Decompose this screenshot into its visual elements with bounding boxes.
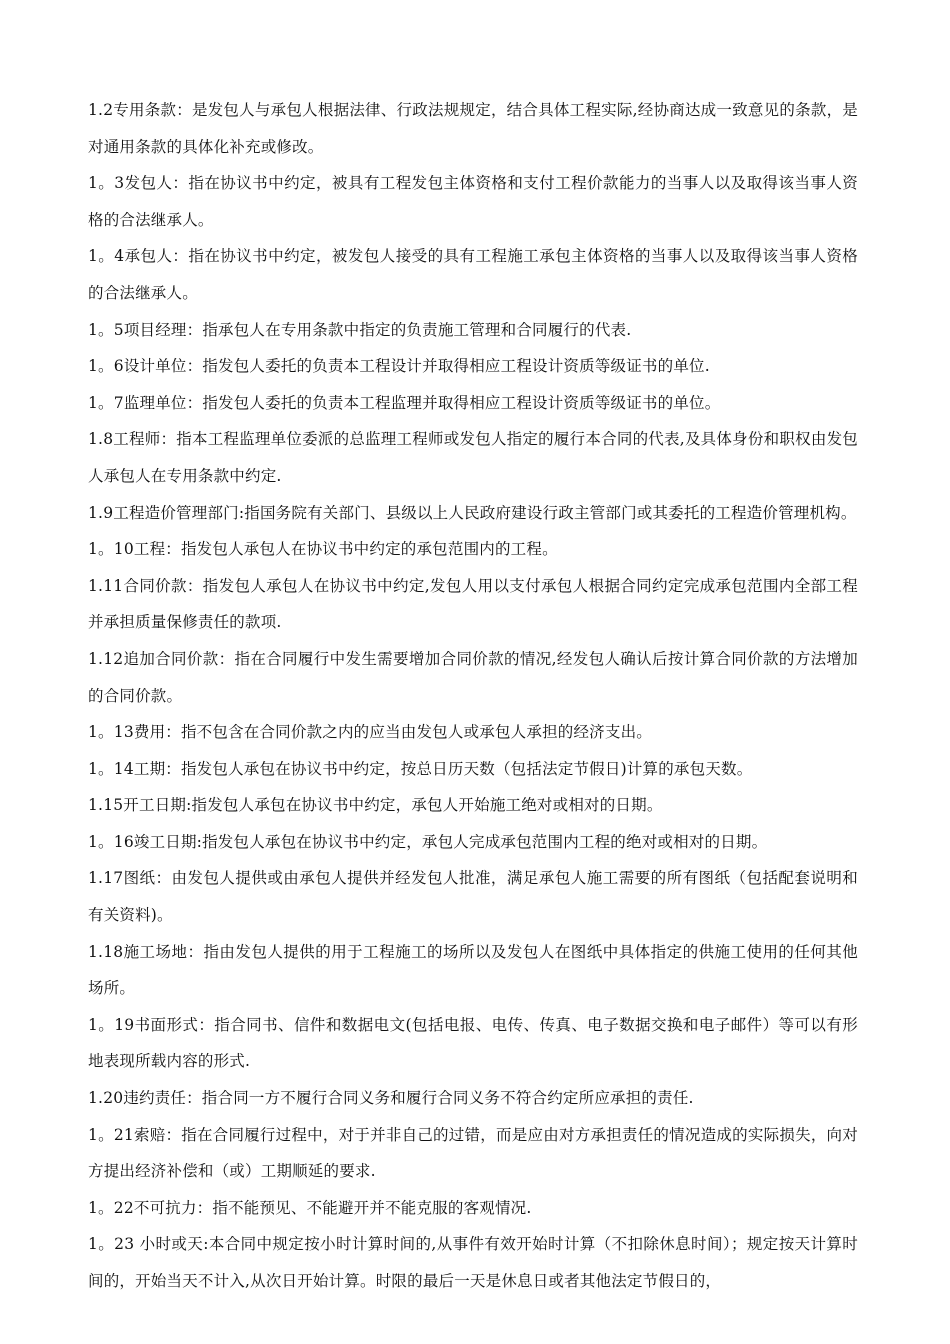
document-body (88, 92, 858, 1300)
clause-1-6: 1。6设计单位：指发包人委托的负责本工程设计并取得相应工程设计资质等级证书的单位. (88, 357, 710, 376)
clause-1-19: 1。19书面形式：指合同书、信件和数据电文(包括电报、电传、传真、电子数据交换和电子邮件）等可以有形地表现所载内容的形式. (88, 1015, 858, 1071)
clause-1-14: 1。14工期：指发包人承包在协议书中约定，按总日历天数（包括法定节假日)计算的承包天数。 (88, 759, 753, 778)
clause-1-13: 1。13费用：指不包含在合同价款之内的应当由发包人或承包人承担的经济支出。 (88, 723, 652, 742)
clause-1-10: 1。10工程：指发包人承包人在协议书中约定的承包范围内的工程。 (88, 540, 558, 559)
clause-1-16: 1。16竣工日期:指发包人承包在协议书中约定，承包人完成承包范围内工程的绝对或相对的日期。 (88, 832, 768, 851)
clause-1-8: 1.8工程师：指本工程监理单位委派的总监理工程师或发包人指定的履行本合同的代表,及具体身份和职权由发包人承包人在专用条款中约定. (88, 430, 858, 485)
clause-1-22: 1。22不可抗力：指不能预见、不能避开并不能克服的客观情况. (88, 1198, 532, 1217)
clause-1-2: 1.2专用条款：是发包人与承包人根据法律、行政法规规定，结合具体工程实际,经协商达成一致意见的条款，是对通用条款的具体化补充或修改。 (88, 101, 858, 156)
clause-1-21: 1。21索赔：指在合同履行过程中，对于并非自己的过错，而是应由对方承担责任的情况造成的实际损失，向对方提出经济补偿和（或）工期顺延的要求. (88, 1125, 858, 1181)
clause-1-18: 1.18施工场地：指由发包人提供的用于工程施工的场所以及发包人在图纸中具体指定的供施工使用的任何其他场所。 (88, 942, 858, 998)
clause-1-3: 1。3发包人：指在协议书中约定，被具有工程发包主体资格和支付工程价款能力的当事人以及取得该当事人资格的合法继承人。 (88, 174, 858, 229)
clause-1-11: 1.11合同价款：指发包人承包人在协议书中约定,发包人用以支付承包人根据合同约定完成承包范围内全部工程并承担质量保修责任的款项. (88, 576, 858, 632)
clause-1-9: 1.9工程造价管理部门:指国务院有关部门、县级以上人民政府建设行政主管部门或其委托的工程造价管理机构。 (88, 503, 857, 522)
clause-1-12: 1.12追加合同价款：指在合同履行中发生需要增加合同价款的情况,经发包人确认后按计算合同价款的方法增加的合同价款。 (88, 649, 858, 705)
clause-1-23: 1。23 小时或天:本合同中规定按小时计算时间的,从事件有效开始时计算（不扣除休息时间）；规定按天计算时间的，开始当天不计入,从次日开始计算。时限的最后一天是休息日或者其他法定节假日的， (88, 1235, 858, 1290)
clause-1-7: 1。7监理单位：指发包人委托的负责本工程监理并取得相应工程设计资质等级证书的单位。 (88, 393, 721, 412)
clause-1-20: 1.20违约责任：指合同一方不履行合同义务和履行合同义务不符合约定所应承担的责任. (88, 1089, 694, 1108)
clause-1-4: 1。4承包人：指在协议书中约定，被发包人接受的具有工程施工承包主体资格的当事人以及取得该当事人资格的合法继承人。 (88, 247, 858, 302)
clause-1-17: 1.17图纸：由发包人提供或由承包人提供并经发包人批准，满足承包人施工需要的所有图纸（包括配套说明和有关资料)。 (88, 869, 858, 925)
clause-1-15: 1.15开工日期:指发包人承包在协议书中约定，承包人开始施工绝对或相对的日期。 (88, 796, 663, 815)
clause-1-5: 1。5项目经理：指承包人在专用条款中指定的负责施工管理和合同履行的代表. (88, 320, 632, 339)
